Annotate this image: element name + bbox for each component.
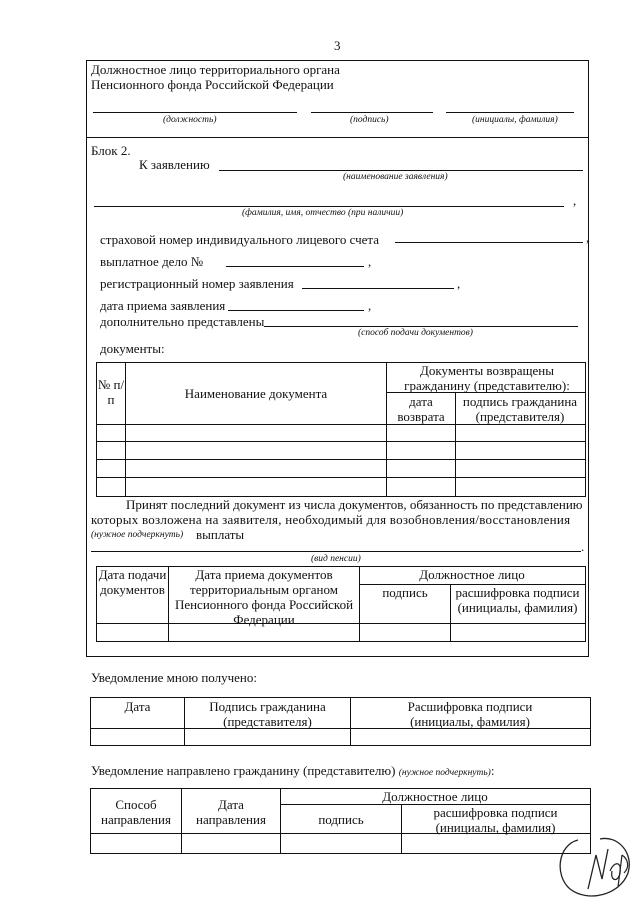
col-send-date-header: Дата направления [196,797,266,827]
caption-pension-type: (вид пенсии) [311,554,361,564]
col-signature-header: подпись [382,585,428,600]
col-decipher-sent-header: расшифровка подписи (инициалы, фамилия) [433,805,558,835]
date-received-line [228,310,364,311]
col-official-sent-header: Должностное лицо [382,789,488,804]
official-line1: Должностное лицо территориального органа [91,62,340,77]
additionally-line [264,326,578,327]
insurance-number-line [395,242,583,243]
official-line2: Пенсионного фонда Российской Федерации [91,77,334,92]
caption-position: (должность) [163,115,217,125]
notice-sent-title: Уведомление направлено гражданину (представителю) [91,763,396,778]
col-decipher-header: расшифровка подписи (инициалы, фамилия) [455,585,580,615]
caption-initials: (инициалы, фамилия) [472,115,558,125]
payment-case-line [226,266,364,267]
payments-label: выплаты [196,527,245,542]
reg-number-label: регистрационный номер заявления [100,276,294,291]
underline-note: (нужное подчеркнуть) [91,530,184,540]
handwritten-initials [548,825,638,903]
col-submit-date-header: Дата подачи документов [98,567,167,597]
last-doc-line2: которых возложена на заявителя, необходимый для возобновления/восстановления [91,512,571,527]
to-application-label: К заявлению [139,157,210,172]
insurance-number-label: страховой номер индивидуального лицевого счета [100,232,380,247]
col-num-header: № п/п [97,377,125,407]
caption-submission: (способ подачи документов) [358,328,473,338]
col-returned-header: Документы возвращены гражданину (представителю): [404,363,570,393]
notice-received-title: Уведомление мною получено: [91,670,257,685]
fio-line [94,206,564,207]
documents-label: документы: [100,341,165,356]
pension-type-line [91,551,581,552]
additionally-label: дополнительно представлены [100,314,265,329]
payment-case-label: выплатное дело № [100,254,204,269]
last-doc-line1: Принят последний документ из числа документов, обязанность по представлению [126,497,583,512]
col-citizen-signature-header: Подпись гражданина (представителя) [209,699,326,729]
page-number: 3 [334,38,341,53]
col-accept-date-header: Дата приема документов территориальным органом Пенсионного фонда Российской Федерации [174,567,354,627]
reg-number-line [302,288,454,289]
block2-title: Блок 2. [91,143,131,158]
col-name-header: Наименование документа [184,386,328,401]
col-decipher-received-header: Расшифровка подписи (инициалы, фамилия) [407,699,533,729]
notice-sent-note: (нужное подчеркнуть) [398,768,491,778]
col-method-header: Способ направления [101,797,171,827]
col-signature-sent-header: подпись [318,812,364,827]
caption-application-name: (наименование заявления) [343,172,448,182]
caption-signature: (подпись) [350,115,389,125]
col-date-header: Дата [124,699,151,714]
col-citizen-sig-header: подпись гражданина (представителя) [462,394,578,424]
col-return-date-header: дата возврата [397,394,445,424]
fio-comma: , [573,193,577,208]
date-received-label: дата приема заявления [100,298,226,313]
col-official-header: Должностное лицо [419,567,525,582]
caption-fio: (фамилия, имя, отчество (при наличии) [242,208,404,218]
application-name-line [219,170,583,171]
